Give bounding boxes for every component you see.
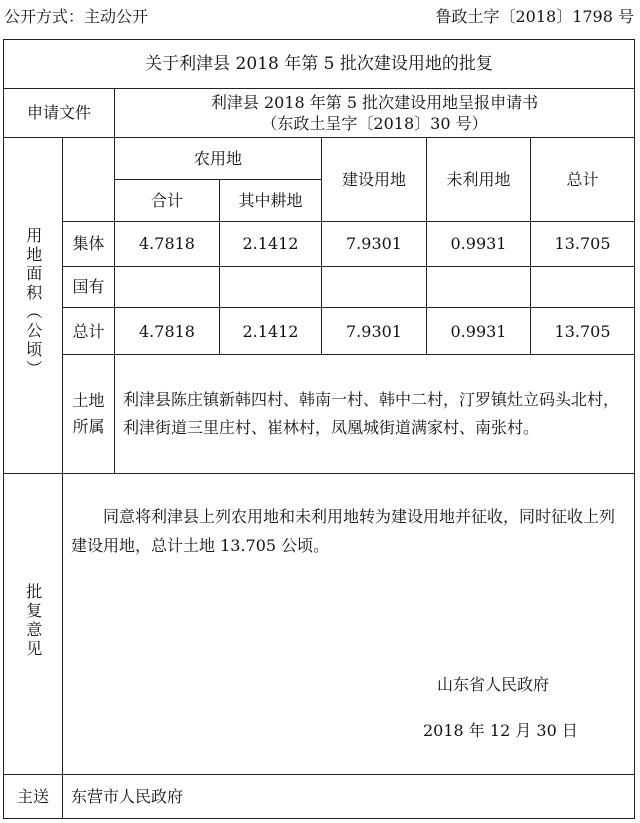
collective-total: 13.705: [531, 222, 635, 267]
opinion-cell: [63, 473, 635, 774]
header-unused: 未利用地: [427, 138, 531, 222]
table-row: [4, 308, 635, 355]
opinion-text: 同意将利津县上列农用地和未利用地转为建设用地并征收，同时征收上列建设用地，总计土地 13.705 公顷。: [71, 506, 616, 556]
send-to-label: 主送: [4, 774, 63, 818]
form-title: 关于利津县 2018 年第 5 批次建设用地的批复: [4, 40, 635, 89]
row-label-state: 国有: [63, 267, 115, 308]
sum-farm-total: 4.7818: [115, 308, 220, 355]
header-construction: 建设用地: [322, 138, 427, 222]
collective-unused: 0.9931: [427, 222, 531, 267]
approval-form-table: [3, 39, 635, 819]
sum-cultivated: 2.1412: [220, 308, 322, 355]
disclosure-mode: 公开方式：主动公开: [4, 7, 149, 26]
header-blank: [63, 138, 115, 222]
state-total: [531, 267, 635, 308]
land-owner-text: 利津县陈庄镇新韩四村、韩南一村、韩中二村，汀罗镇灶立码头北村，利津街道三里庄村、崔林村，凤凰城街道满家村、南张村。: [115, 355, 635, 473]
application-line-1: 利津县 2018 年第 5 批次建设用地呈报申请书: [210, 92, 539, 112]
collective-construction: 7.9301: [322, 222, 427, 267]
signer: 山东省人民政府: [437, 674, 550, 694]
area-label-cell: [4, 138, 63, 473]
state-cultivated: [220, 267, 322, 308]
header-farm-total: 合计: [115, 180, 220, 222]
area-label: 用地面积（公顷）: [23, 226, 43, 379]
header-farmland: 农用地: [115, 138, 322, 180]
state-farm-total: [115, 267, 220, 308]
header-cultivated: 其中耕地: [220, 180, 322, 222]
sum-construction: 7.9301: [322, 308, 427, 355]
table-row: [4, 267, 635, 308]
sum-total: 13.705: [531, 308, 635, 355]
state-unused: [427, 267, 531, 308]
sum-unused: 0.9931: [427, 308, 531, 355]
application-label: 申请文件: [4, 89, 115, 138]
state-construction: [322, 267, 427, 308]
sign-date: 2018 年 12 月 30 日: [423, 720, 578, 740]
land-owner-label: 土地 所属: [72, 391, 105, 436]
header-total: 总计: [531, 138, 635, 222]
collective-farm-total: 4.7818: [115, 222, 220, 267]
collective-cultivated: 2.1412: [220, 222, 322, 267]
row-label-sum: 总计: [63, 308, 115, 355]
opinion-label: 批复意见: [23, 582, 43, 659]
send-to-value: 东营市人民政府: [63, 774, 635, 818]
row-label-collective: 集体: [63, 222, 115, 267]
application-document: [115, 89, 635, 138]
document-number: 鲁政土字〔2018〕1798 号: [435, 7, 634, 26]
application-line-2: （东政土呈字〔2018〕30 号）: [261, 114, 488, 134]
opinion-label-cell: [4, 473, 63, 774]
land-owner-label-cell: [63, 355, 115, 473]
table-row: [4, 222, 635, 267]
